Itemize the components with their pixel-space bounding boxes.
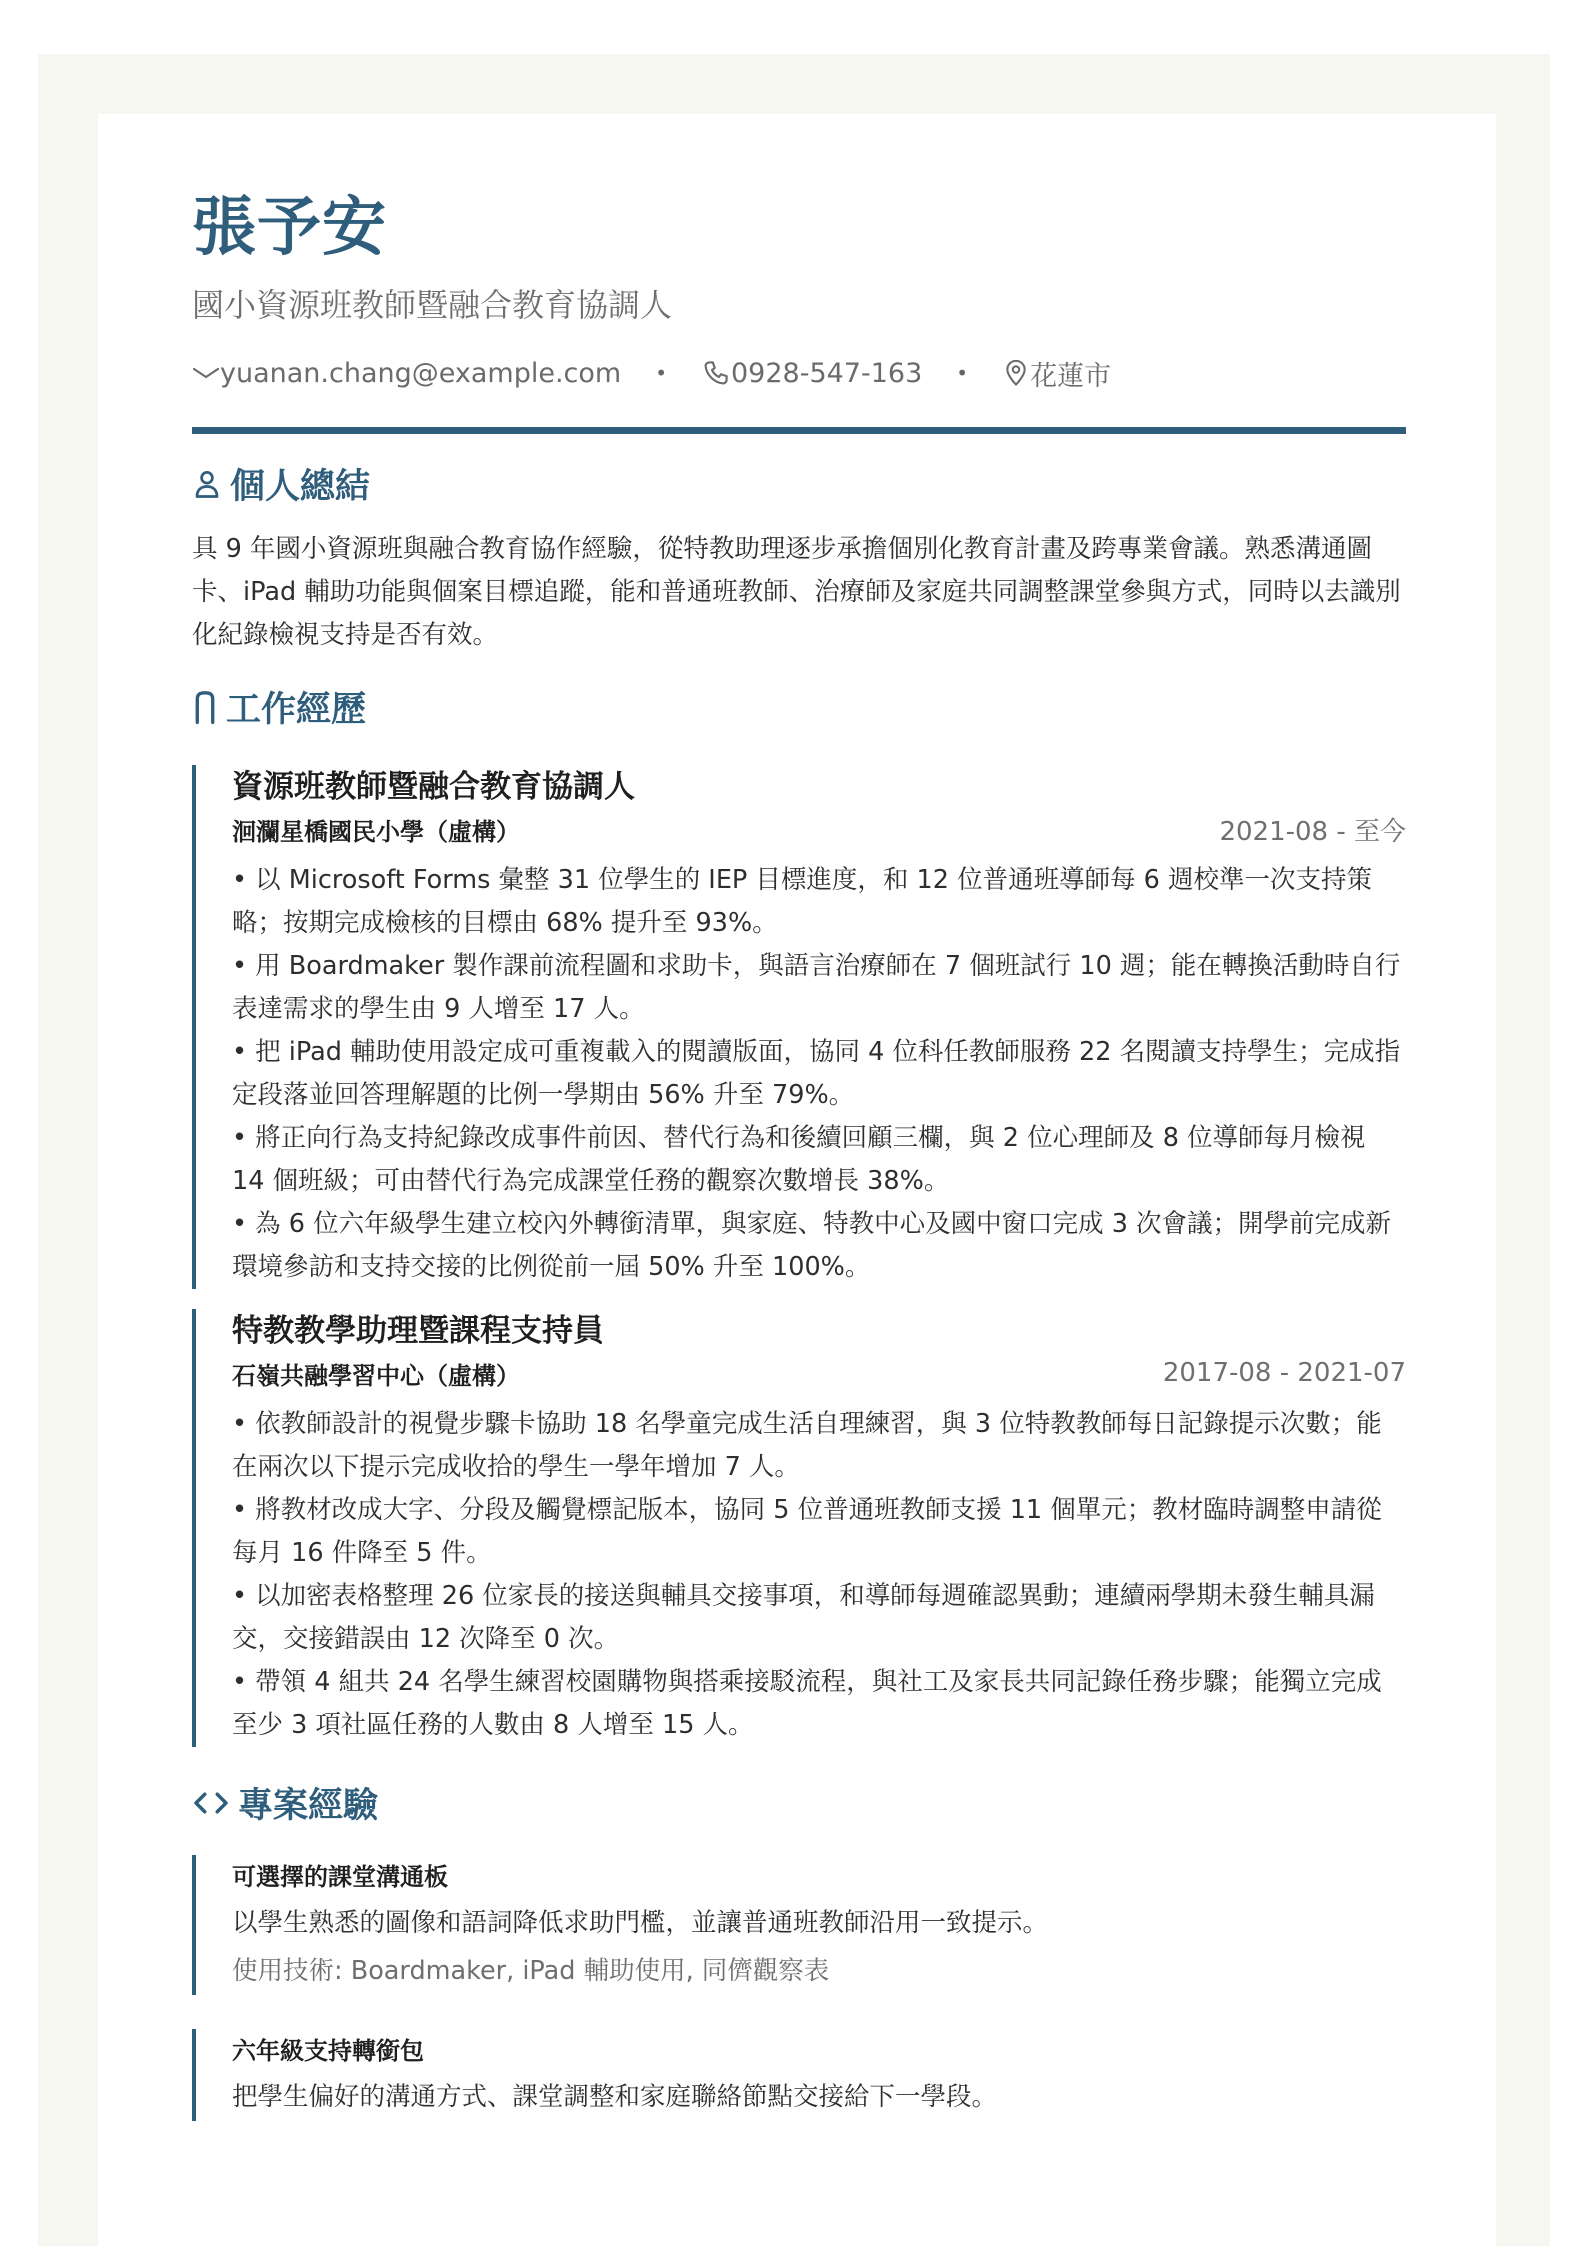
experience-heading bbox=[192, 683, 1406, 731]
header-divider bbox=[192, 427, 1406, 434]
resume-content bbox=[192, 191, 1406, 2121]
phone-icon bbox=[701, 358, 731, 388]
candidate-title: 國小資源班教師暨融合教育協調人 bbox=[192, 286, 673, 324]
job-title: 資源班教師暨融合教育協調人 bbox=[232, 769, 635, 806]
job-bullet: • 將正向行為支持紀錄改成事件前因、替代行為和後續回顧三欄，與 2 位心理師及 8 位導師每月檢視 14 個班級；可由替代行為完成課堂任務的觀察次數增長 38%。 bbox=[232, 1123, 1366, 1197]
job-title: 特教教學助理暨課程支持員 bbox=[232, 1313, 604, 1350]
contact-location bbox=[1002, 354, 1111, 393]
location-text: 花蓮市 bbox=[1030, 360, 1112, 392]
project-tech: 使用技術: Boardmaker, iPad 輔助使用, 同儕觀察表 bbox=[232, 1956, 830, 1987]
contact-line bbox=[192, 353, 1406, 393]
job-bullets bbox=[232, 1403, 1406, 1747]
mail-icon bbox=[192, 363, 220, 383]
job-meta bbox=[232, 1353, 1406, 1393]
job-dates: 2021-08 - 至今 bbox=[1219, 816, 1406, 847]
location-pin-icon bbox=[1002, 358, 1030, 388]
briefcase-icon bbox=[192, 689, 218, 725]
job-bullet: • 用 Boardmaker 製作課前流程圖和求助卡，與語言治療師在 7 個班試行 10 週；能在轉換活動時自行表達需求的學生由 9 人增至 17 人。 bbox=[232, 951, 1401, 1025]
experience-heading-text: 工作經歷 bbox=[226, 690, 367, 731]
project-title: 可選擇的課堂溝通板 bbox=[232, 1863, 448, 1892]
job-dates: 2017-08 - 2021-07 bbox=[1162, 1358, 1406, 1389]
contact-separator: • bbox=[655, 361, 667, 386]
code-icon bbox=[192, 1788, 230, 1818]
summary-heading bbox=[192, 460, 1406, 508]
contact-phone[interactable] bbox=[701, 358, 922, 389]
project-title: 六年級支持轉銜包 bbox=[232, 2037, 424, 2066]
person-icon bbox=[192, 467, 222, 501]
job-company: 石嶺共融學習中心（虛構） bbox=[232, 1361, 520, 1390]
job-bullet: • 帶領 4 組共 24 名學生練習校園購物與搭乘接駁流程，與社工及家長共同記錄任務步驟；能獨立完成至少 3 項社區任務的人數由 8 人增至 15 人。 bbox=[232, 1667, 1382, 1741]
job-entry bbox=[192, 765, 1406, 1289]
job-bullet: • 以 Microsoft Forms 彙整 31 位學生的 IEP 目標進度，和 12 位普通班導師每 6 週校準一次支持策略；按期完成檢核的目標由 68% 提升至 93%。 bbox=[232, 865, 1373, 939]
job-bullet: • 以加密表格整理 26 位家長的接送與輔具交接事項，和導師每週確認異動；連續兩學期未發生輔具漏交，交接錯誤由 12 次降至 0 次。 bbox=[232, 1581, 1375, 1655]
contact-email[interactable] bbox=[192, 358, 621, 389]
summary-text: 具 9 年國小資源班與融合教育協作經驗，從特教助理逐步承擔個別化教育計畫及跨專業會議。熟悉溝通圖卡、iPad 輔助功能與個案目標追蹤，能和普通班教師、治療師及家庭共同調整課堂參與方式，同時以去識別化紀錄檢視支持是否有效。 bbox=[192, 534, 1401, 651]
job-bullet: • 將教材改成大字、分段及觸覺標記版本，協同 5 位普通班教師支援 11 個單元；教材臨時調整申請從每月 16 件降至 5 件。 bbox=[232, 1495, 1382, 1569]
job-company: 洄瀾星橋國民小學（虛構） bbox=[232, 817, 520, 846]
summary-heading-text: 個人總結 bbox=[230, 467, 371, 508]
projects-heading bbox=[192, 1779, 1406, 1827]
project-entry bbox=[192, 1855, 1406, 1995]
job-bullet: • 把 iPad 輔助使用設定成可重複載入的閱讀版面，協同 4 位科任教師服務 22 名閱讀支持學生；完成指定段落並回答理解題的比例一學期由 56% 升至 79%。 bbox=[232, 1037, 1401, 1111]
project-description: 把學生偏好的溝通方式、課堂調整和家庭聯絡節點交接給下一學段。 bbox=[232, 2082, 998, 2113]
candidate-name: 張予安 bbox=[192, 191, 387, 265]
email-text: yuanan.chang@example.com bbox=[220, 357, 622, 389]
job-bullets bbox=[232, 859, 1406, 1289]
project-entry bbox=[192, 2029, 1406, 2121]
projects-heading-text: 專案經驗 bbox=[238, 1786, 379, 1827]
contact-separator: • bbox=[956, 361, 969, 386]
job-entry bbox=[192, 1309, 1406, 1747]
project-description: 以學生熟悉的圖像和語詞降低求助門檻，並讓普通班教師沿用一致提示。 bbox=[232, 1908, 1049, 1939]
phone-text: 0928-547-163 bbox=[731, 357, 923, 389]
job-meta bbox=[232, 809, 1406, 849]
job-bullet: • 為 6 位六年級學生建立校內外轉銜清單，與家庭、特教中心及國中窗口完成 3 次會議；開學前完成新環境參訪和支持交接的比例從前一屆 50% 升至 100%。 bbox=[232, 1209, 1392, 1283]
job-bullet: • 依教師設計的視覺步驟卡協助 18 名學童完成生活自理練習，與 3 位特教教師每日記錄提示次數；能在兩次以下提示完成收拾的學生一學年增加 7 人。 bbox=[232, 1409, 1382, 1483]
